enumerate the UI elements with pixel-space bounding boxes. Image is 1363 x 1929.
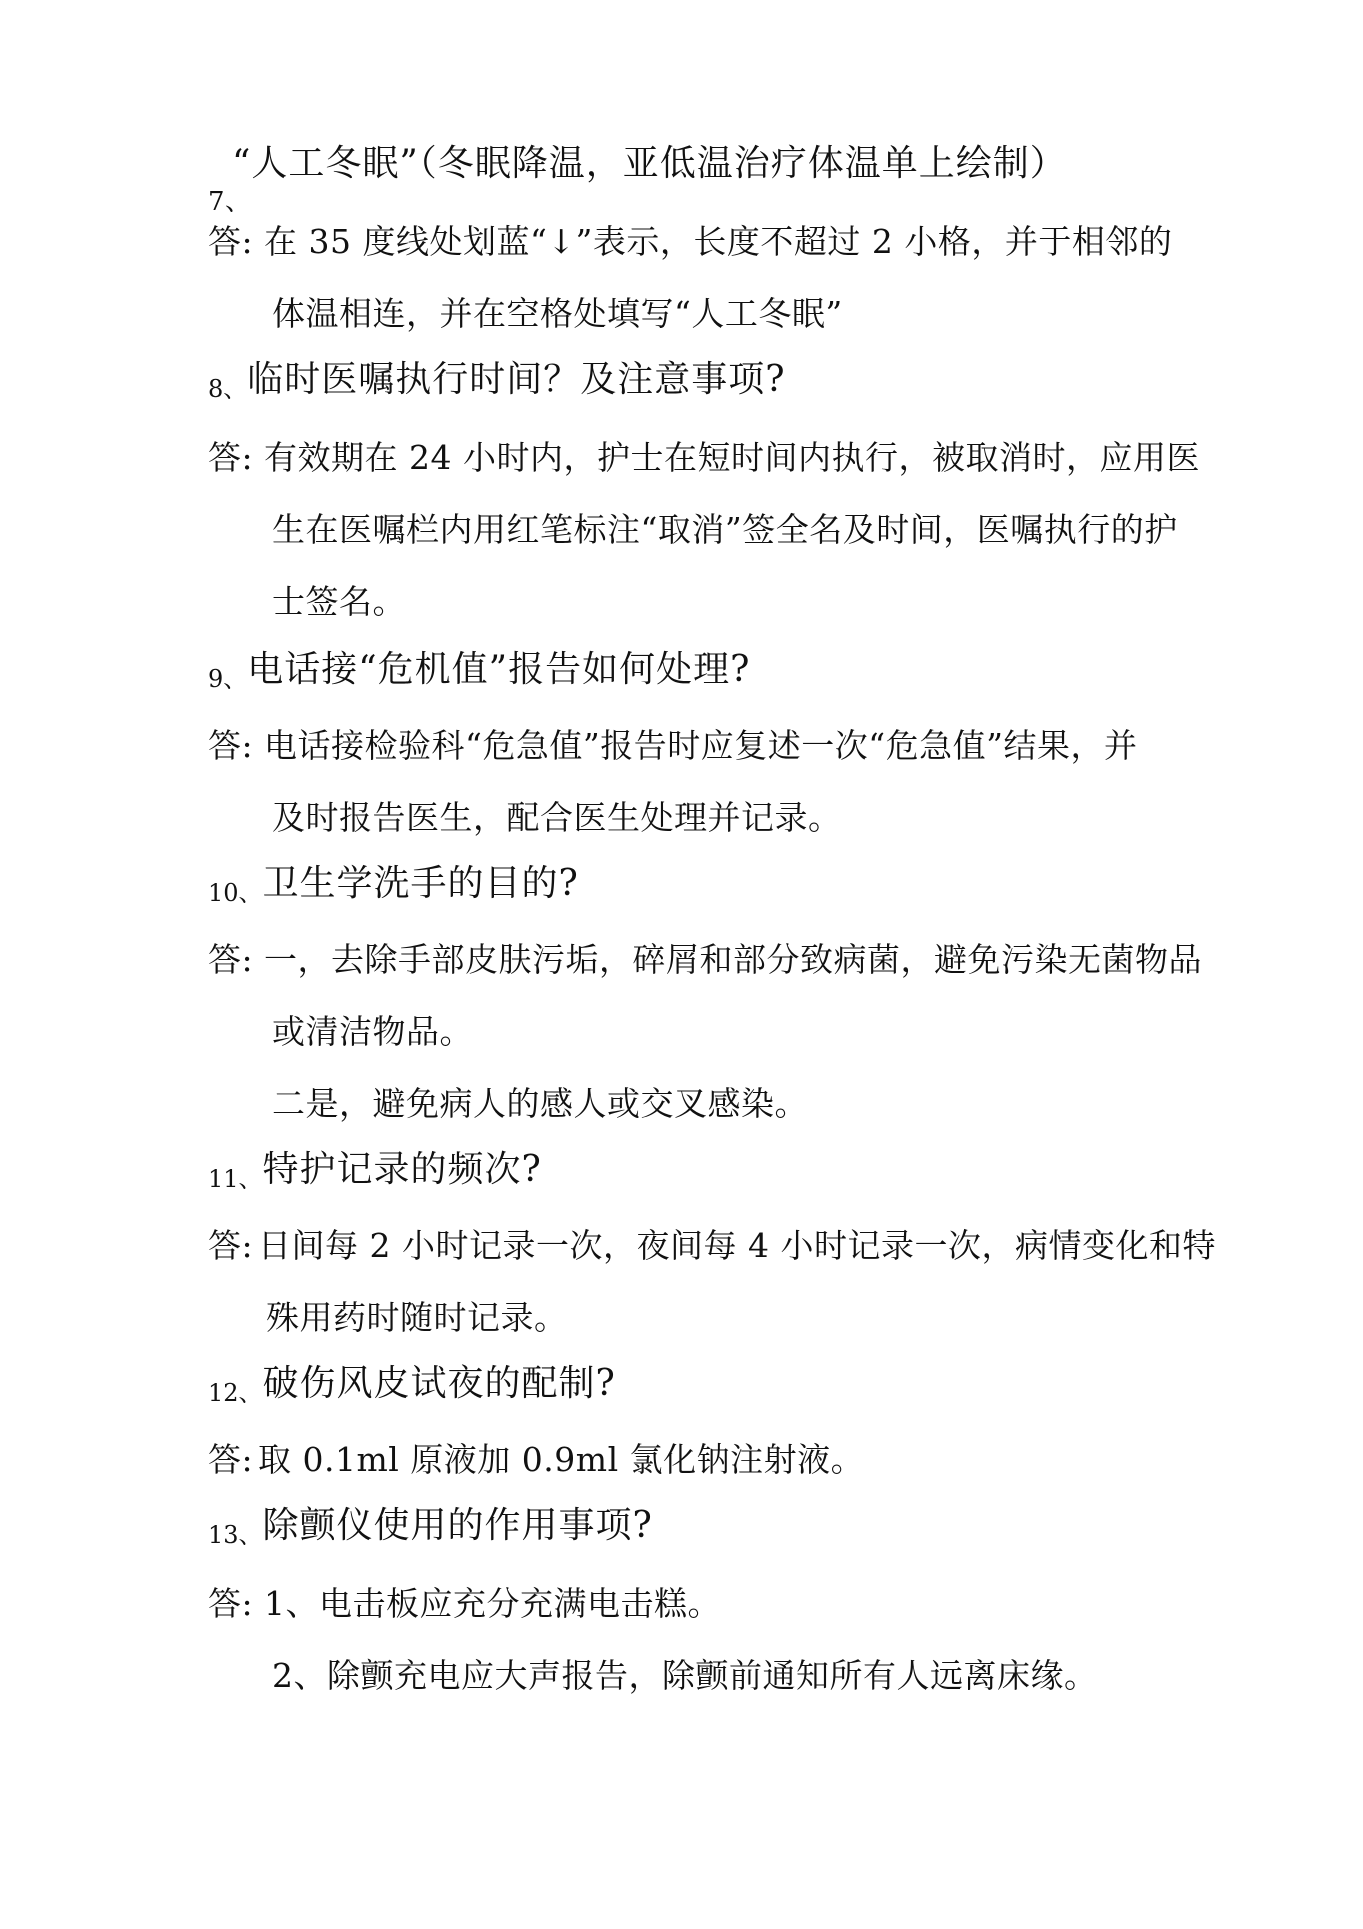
item-8-answer-line-1: 答: 有效期在 24 小时内，护士在短时间内执行，被取消时，应用医 xyxy=(208,438,1200,477)
question-number: 9、 xyxy=(208,665,248,693)
answer-label: 答: xyxy=(208,222,254,261)
item-12-answer-line-1: 答: 取 0.1ml 原液加 0.9ml 氯化钠注射液。 xyxy=(208,1440,865,1479)
item-9-answer-line-1: 答: 电话接检验科“危急值”报告时应复述一次“危急值”结果，并 xyxy=(208,726,1138,765)
item-13-answer-line-1: 答: 1、电击板应充分充满电击糕。 xyxy=(208,1584,721,1623)
item-10-answer-line-2: 或清洁物品。 xyxy=(272,1012,473,1051)
item-12-question: 12、破伤风皮试夜的配制? xyxy=(208,1363,616,1407)
item-10-question: 10、卫生学洗手的目的? xyxy=(208,863,579,907)
item-8-answer-line-3: 士签名。 xyxy=(272,582,406,621)
answer-label: 答: xyxy=(208,1584,254,1623)
item-10-answer-line-1: 答: 一，去除手部皮肤污垢，碎屑和部分致病菌，避免污染无菌物品 xyxy=(208,940,1202,979)
item-7-title-line: “人工冬眠”（冬眠降温，亚低温治疗体温单上绘制） xyxy=(232,143,1067,184)
item-10-answer-line-3: 二是，避免病人的感人或交叉感染。 xyxy=(272,1084,808,1123)
item-9-answer-line-2: 及时报告医生，配合医生处理并记录。 xyxy=(272,798,842,837)
item-7-number: 7、 xyxy=(208,187,252,217)
item-11-answer-line-1: 答: 日间每 2 小时记录一次，夜间每 4 小时记录一次，病情变化和特 xyxy=(208,1226,1216,1265)
item-13-answer-line-2: 2、除颤充电应大声报告，除颤前通知所有人远离床缘。 xyxy=(272,1656,1098,1695)
answer-label: 答: xyxy=(208,1440,254,1479)
item-11-question: 11、特护记录的频次? xyxy=(208,1149,542,1193)
item-13-question: 13、除颤仪使用的作用事项? xyxy=(208,1505,653,1549)
answer-label: 答: xyxy=(208,726,254,765)
question-number: 12、 xyxy=(208,1379,263,1407)
item-7-answer-line-1: 答: 在 35 度线处划蓝“↓”表示，长度不超过 2 小格，并于相邻的 xyxy=(208,222,1173,261)
item-7-answer-line-2: 体温相连，并在空格处填写“人工冬眠” xyxy=(272,294,843,333)
answer-label: 答: xyxy=(208,1226,254,1265)
question-number: 8、 xyxy=(208,375,248,403)
item-8-answer-line-2: 生在医嘱栏内用红笔标注“取消”签全名及时间，医嘱执行的护 xyxy=(272,510,1178,549)
answer-label: 答: xyxy=(208,940,254,979)
item-9-question: 9、电话接“危机值”报告如何处理? xyxy=(208,649,751,693)
question-number: 10、 xyxy=(208,879,263,907)
answer-label: 答: xyxy=(208,438,254,477)
question-number: 11、 xyxy=(208,1165,263,1193)
item-11-answer-line-2: 殊用药时随时记录。 xyxy=(266,1298,568,1337)
item-8-question: 8、临时医嘱执行时间？及注意事项? xyxy=(208,359,786,403)
question-number: 13、 xyxy=(208,1521,263,1549)
